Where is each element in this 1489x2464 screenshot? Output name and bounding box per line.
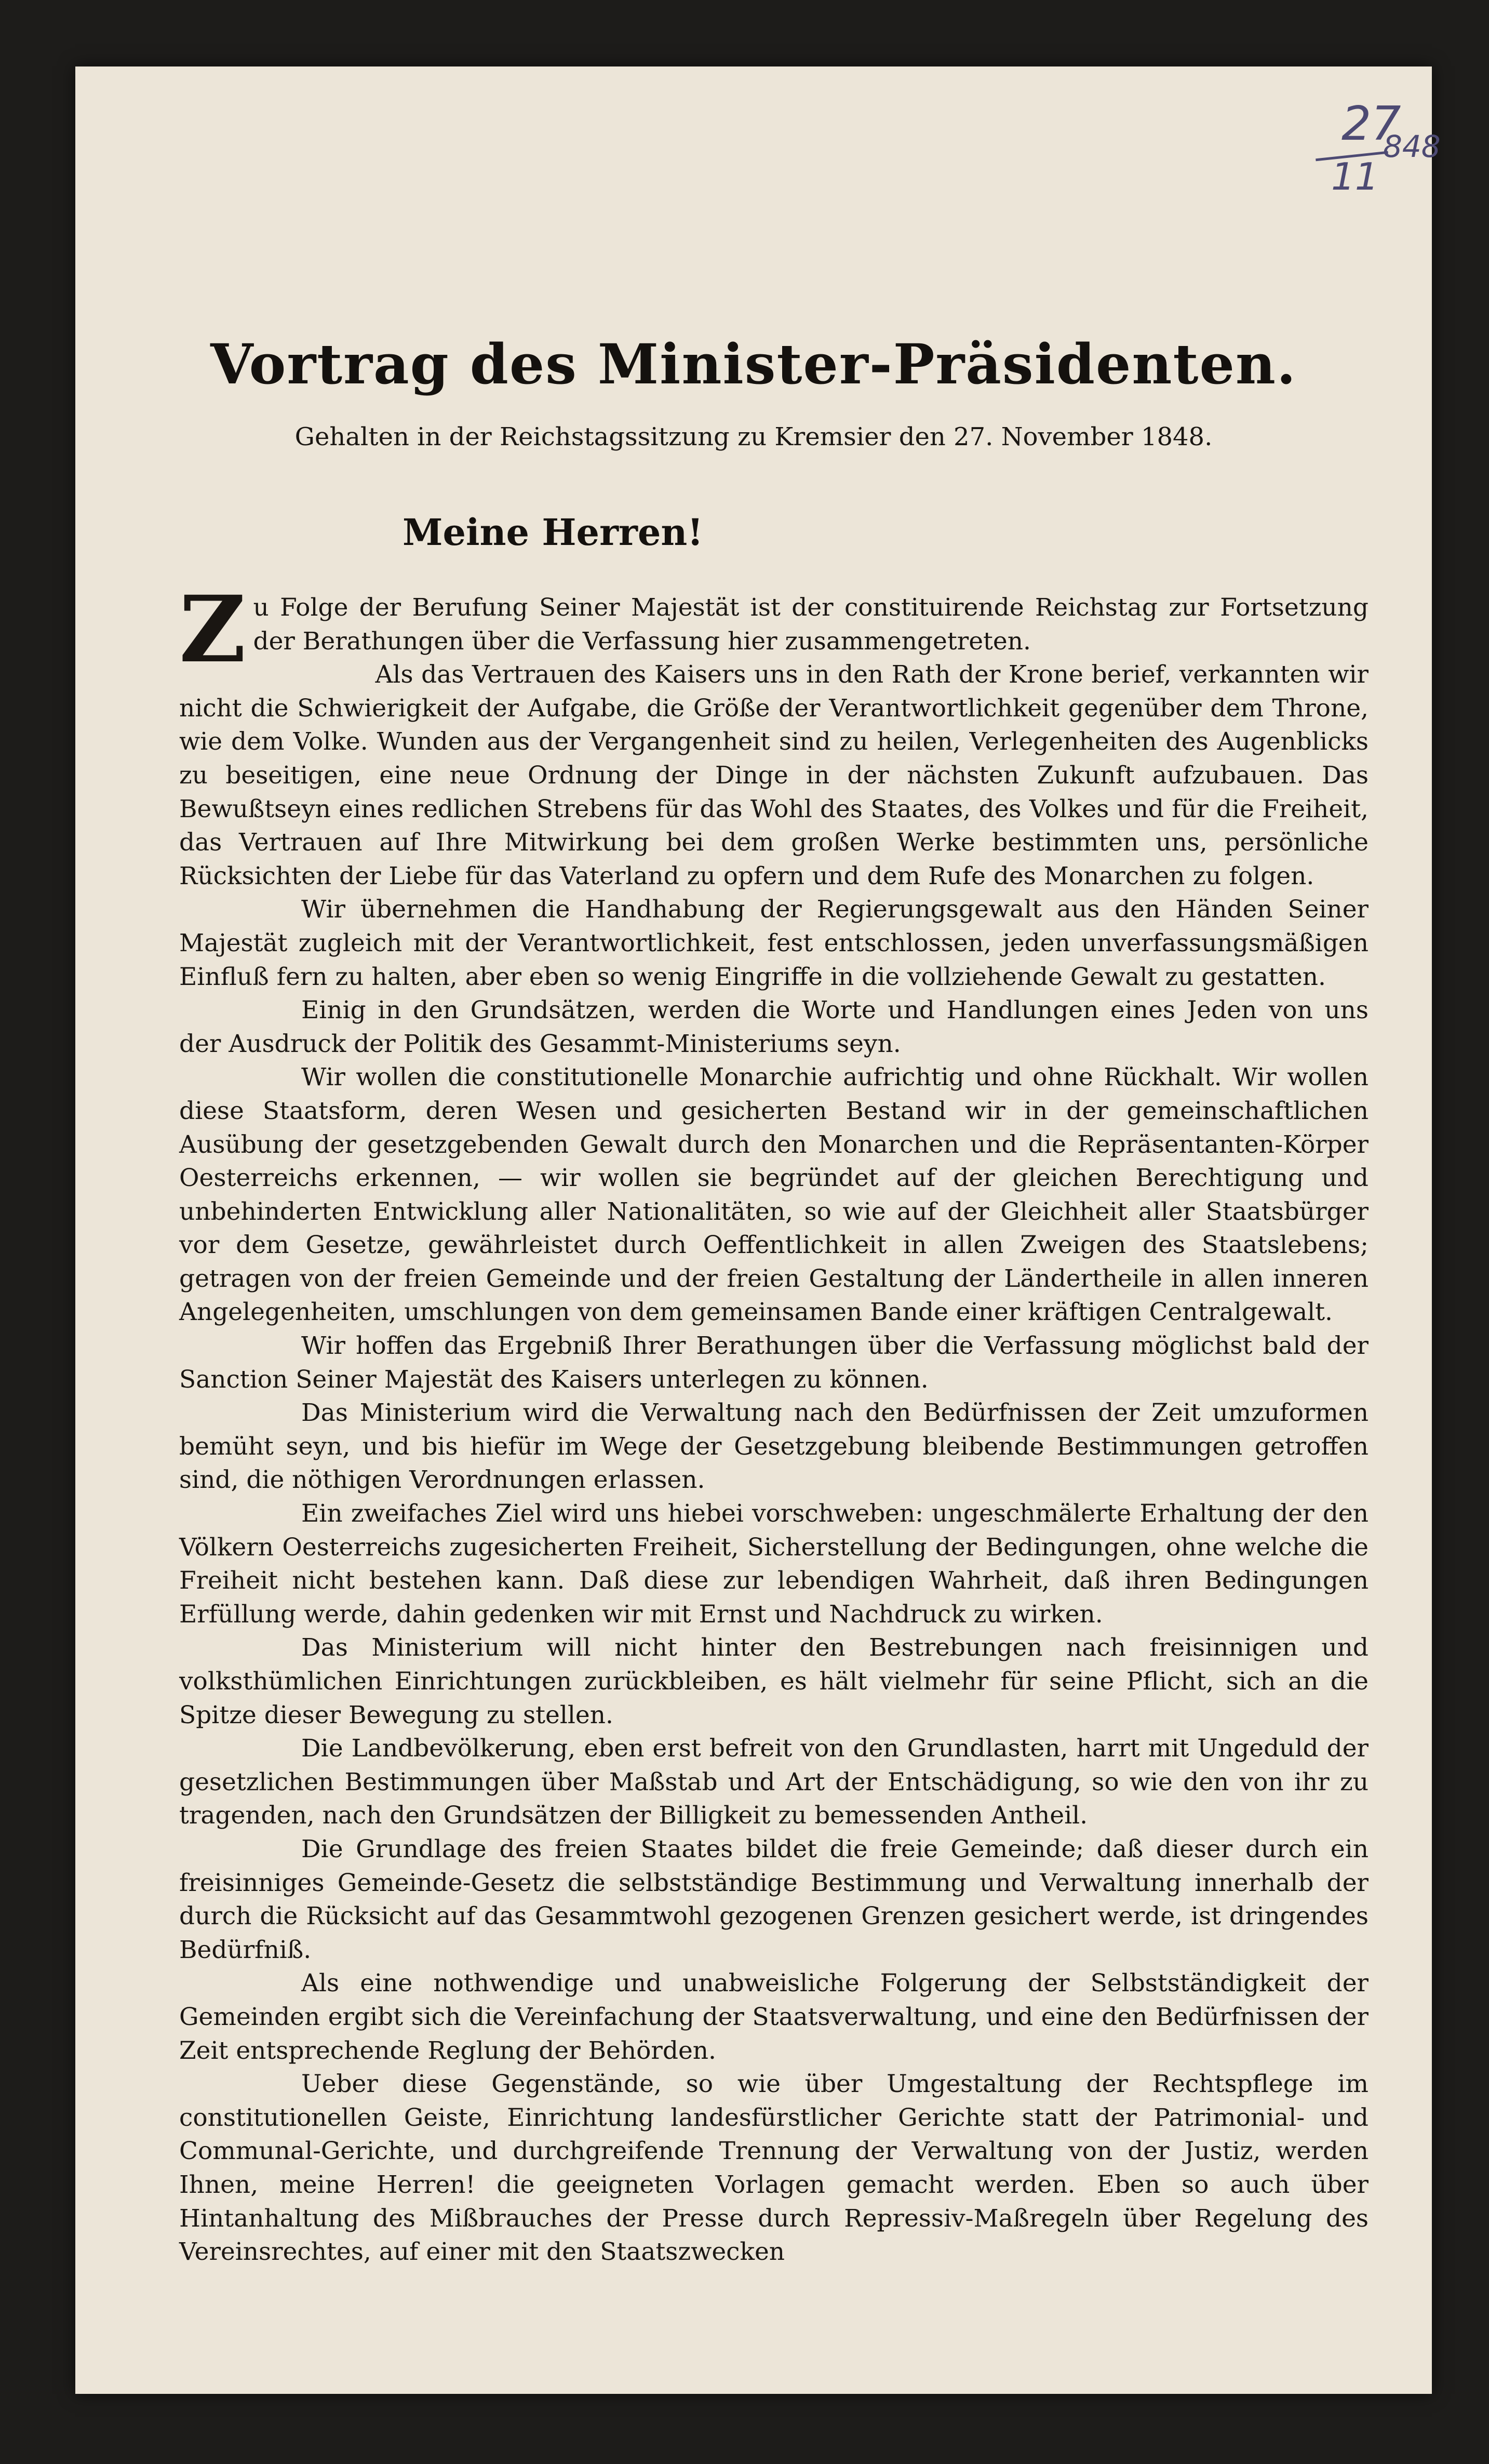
paragraph: Einig in den Grundsätzen, werden die Worte und Handlungen eines Jeden von uns der Ausdruck der Politik des Gesammt-Ministeriums seyn. (179, 996, 1369, 1058)
paragraph: Das Ministerium wird die Verwaltung nach den Bedürfnissen der Zeit umzuformen bemüht seyn, und bis hiefür im Wege der Gesetzgebung bleibende Bestimmungen getroffen sind, die nöthigen Verordnungen erlassen. (179, 1399, 1369, 1495)
archive-signature-mark (1305, 97, 1461, 198)
speech-body (179, 576, 1369, 2269)
paragraph: Wir hoffen das Ergebniß Ihrer Berathungen über die Verfassung möglichst bald der Sanction Seiner Majestät des Kaisers unterlegen zu können. (179, 1331, 1369, 1394)
archive-year: 848 (1383, 129, 1441, 164)
document-page (75, 66, 1441, 2394)
paragraph: Die Grundlage des freien Staates bildet die freie Gemeinde; daß dieser durch ein freisinniges Gemeinde-Gesetz die selbstständige Bestimmung und Verwaltung innerhalb der durch die Rücksicht auf das Gesammtwohl gezogenen Grenzen gesichert werde, ist dringendes Bedürfniß. (179, 1834, 1369, 1964)
salutation: Meine Herren! (403, 511, 704, 554)
paragraph: Wir übernehmen die Handhabung der Regierungsgewalt aus den Händen Seiner Majestät zugleich mit der Verantwortlichkeit, fest entschlossen, jeden unverfassungsmäßigen Einfluß fern zu halten, aber eben so wenig Eingriffe in die vollziehende Gewalt zu gestatten. (179, 895, 1369, 991)
archive-denominator: 11 (1331, 155, 1379, 198)
paragraph: Ueber diese Gegenstände, so wie über Umgestaltung der Rechtspflege im constitutionellen Geiste, Einrichtung landesfürstlicher Gerichte statt der Patrimonial- und Communal-Gerichte, und durchgreifende Trennung der Verwaltung von der Justiz, werden Ihnen, meine Herren! die geeigneten Vorlagen gemacht werden. Eben so auch über Hintanhaltung des Mißbrauches der Presse durch Repressiv-Maßregeln über Regelung des Vereinsrechtes, auf einer mit den Staatszwecken (179, 2070, 1369, 2267)
paragraph: Die Landbevölkerung, eben erst befreit von den Grundlasten, harrt mit Ungeduld der gesetzlichen Bestimmungen über Maßstab und Art der Entschädigung, so wie den von ihr zu tragenden, nach den Grundsätzen der Billigkeit zu bemessenden Antheil. (179, 1734, 1369, 1830)
paragraph: Ein zweifaches Ziel wird uns hiebei vorschweben: ungeschmälerte Erhaltung der den Völkern Oesterreichs zugesicherten Freiheit, Sicherstellung der Bedingungen, ohne welche die Freiheit nicht bestehen kann. Daß diese zur lebendigen Wahrheit, daß ihren Bedingungen Erfüllung werde, dahin gedenken wir mit Ernst und Nachdruck zu wirken. (179, 1499, 1369, 1629)
paragraph: Als eine nothwendige und unabweisliche Folgerung der Selbstständigkeit der Gemeinden ergibt sich die Vereinfachung der Staatsverwaltung, und eine den Bedürfnissen der Zeit entsprechende Reglung der Behörden. (179, 1969, 1369, 2065)
document-title: Vortrag des Minister-Präsidenten. (210, 331, 1297, 396)
document-subtitle: Gehalten in der Reichstagssitzung zu Kremsier den 27. November 1848. (294, 422, 1213, 451)
paragraph: Wir wollen die constitutionelle Monarchie aufrichtig und ohne Rückhalt. Wir wollen diese Staatsform, deren Wesen und gesicherten Bestand wir in der gemeinschaftlichen Ausübung der gesetzgebenden Gewalt durch den Monarchen und die Repräsentanten-Körper Oesterreichs erkennen, — wir wollen sie begründet auf der gleichen Berechtigung und unbehinderten Entwicklung aller Nationalitäten, so wie auf der Gleichheit aller Staatsbürger vor dem Gesetze, gewährleistet durch Oeffentlichkeit in allen Zweigen des Staatslebens; getragen von der freien Gemeinde und der freien Gestaltung der Ländertheile in allen inneren Angelegenheiten, umschlungen von dem gemeinsamen Bande einer kräftigen Centralgewalt. (179, 1063, 1369, 1327)
paragraph (179, 576, 1369, 683)
archive-number: 27 (1342, 97, 1401, 151)
paragraph: Als das Vertrauen des Kaisers uns in den Rath der Krone berief, verkannten wir nicht die Schwierigkeit der Aufgabe, die Größe der Verantwortlichkeit gegenüber dem Throne, wie dem Volke. Wunden aus der Vergangenheit sind zu heilen, Verlegenheiten des Augenblicks zu beseitigen, eine neue Ordnung der Dinge in der nächsten Zukunft aufzubauen. Das Bewußtseyn eines redlichen Strebens für das Wohl des Staates, des Volkes und für die Freiheit, das Vertrauen auf Ihre Mitwirkung bei dem großen Werke bestimmten uns, persönliche Rücksichten der Liebe für das Vaterland zu opfern und dem Rufe des Monarchen zu folgen. (179, 660, 1369, 890)
drop-cap: Z (179, 576, 246, 683)
paragraph: Das Ministerium will nicht hinter den Bestrebungen nach freisinnigen und volksthümlichen Einrichtungen zurückbleiben, es hält vielmehr für seine Pflicht, sich an die Spitze dieser Bewegung zu stellen. (179, 1633, 1369, 1729)
paragraph-text: u Folge der Berufung Seiner Majestät ist der constituirende Reichstag zur Fortsetzung der Berathungen über die Verfassung hier zusammengetreten. (253, 593, 1369, 656)
